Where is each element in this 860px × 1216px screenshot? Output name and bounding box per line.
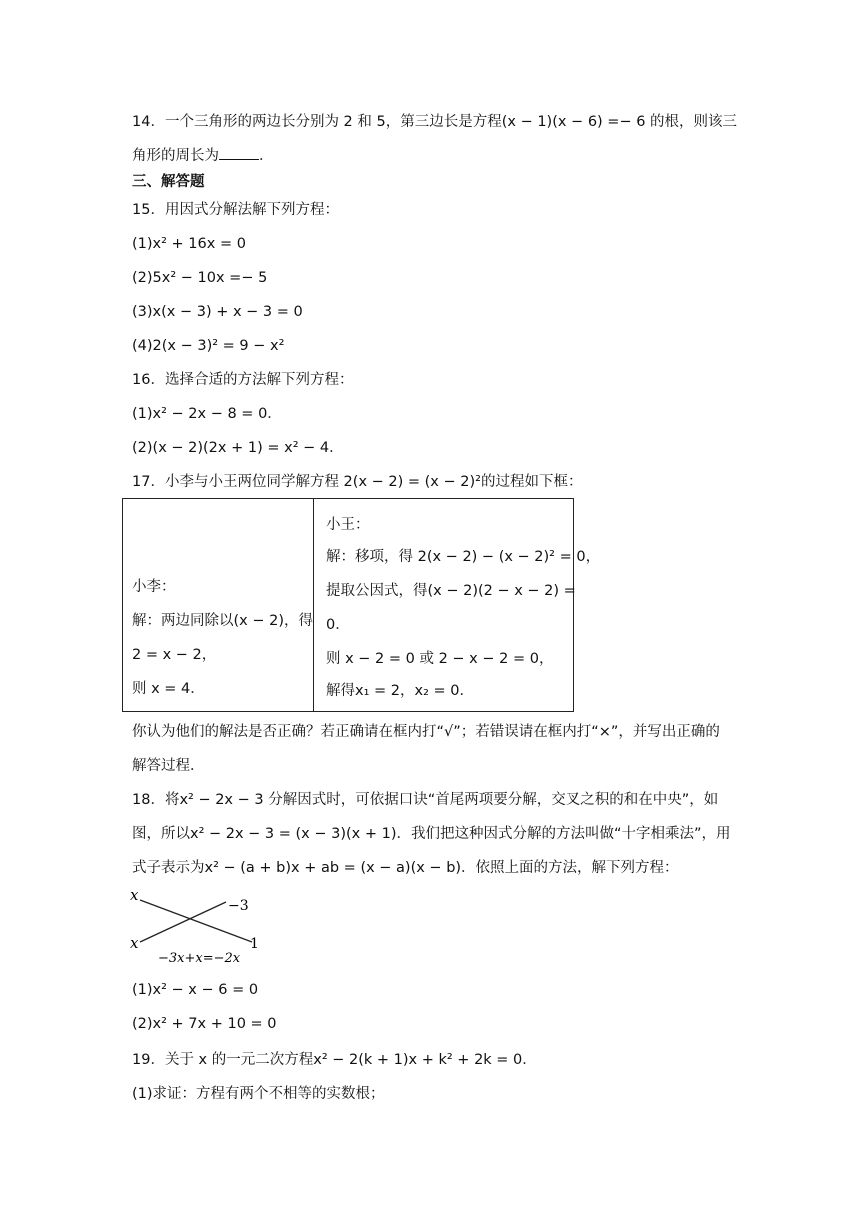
q16-item-1: (1)x² − 2x − 8 = 0． bbox=[132, 406, 282, 422]
q19-stem: 19．关于 x 的一元二次方程x² − 2(k + 1)x + k² + 2k = 0． bbox=[132, 1052, 537, 1068]
q16-item-2: (2)(x − 2)(2x + 1) = x² − 4． bbox=[132, 440, 344, 456]
table-divider bbox=[313, 499, 314, 711]
figure-label-bottom: −3x+x=−2x bbox=[158, 951, 241, 966]
cross-line-2 bbox=[140, 902, 226, 942]
q15-item-3: (3)x(x − 3) + x − 3 = 0 bbox=[132, 304, 303, 320]
q18-line2: 图，所以x² − 2x − 3 = (x − 3)(x + 1)．我们把这种因式分解的方法叫做“十字相乘法”，用 bbox=[132, 826, 731, 842]
q14-line2-suffix: ． bbox=[259, 148, 274, 164]
figure-label-top-left: x bbox=[130, 886, 139, 904]
q17-after-2: 解答过程． bbox=[132, 758, 205, 774]
figure-label-top-right: −3 bbox=[228, 898, 249, 914]
q15-stem: 15．用因式分解法解下列方程： bbox=[132, 202, 339, 218]
q14-line2 bbox=[132, 145, 274, 166]
wang-line3: 0． bbox=[326, 617, 350, 633]
wang-line5: 解得x₁ = 2，x₂ = 0． bbox=[326, 683, 474, 699]
q15-item-4: (4)2(x − 3)² = 9 − x² bbox=[132, 338, 285, 354]
q17-after-1: 你认为他们的解法是否正确？若正确请在框内打“√”；若错误请在框内打“×”，并写出正确的 bbox=[132, 724, 720, 740]
wang-line4: 则 x − 2 = 0 或 2 − x − 2 = 0， bbox=[326, 651, 554, 667]
cross-multiplication-figure bbox=[126, 884, 266, 966]
wang-line2: 提取公因式，得(x − 2)(2 − x − 2) = bbox=[326, 583, 576, 599]
q18-line3: 式子表示为x² − (a + b)x + ab = (x − a)(x − b)．依照上面的方法，解下列方程： bbox=[132, 860, 679, 876]
q16-stem: 16．选择合适的方法解下列方程： bbox=[132, 372, 354, 388]
q14-line1: 14．一个三角形的两边长分别为 2 和 5，第三边长是方程(x − 1)(x − 6) =− 6 的根，则该三 bbox=[132, 114, 738, 130]
answer-blank bbox=[219, 145, 259, 160]
q17-stem: 17．小李与小王两位同学解方程 2(x − 2) = (x − 2)²的过程如下框： bbox=[132, 474, 583, 490]
solution-comparison-table bbox=[122, 498, 601, 712]
figure-label-bottom-right: 1 bbox=[250, 936, 259, 952]
li-name: 小李： bbox=[132, 579, 176, 595]
q18-line1: 18．将x² − 2x − 3 分解因式时，可依据口诀“首尾两项要分解，交叉之积的和在中央”，如 bbox=[132, 792, 719, 808]
li-line1: 解：两边同除以(x − 2)，得 bbox=[132, 613, 313, 629]
q15-item-1: (1)x² + 16x = 0 bbox=[132, 236, 246, 252]
q18-item-1: (1)x² − x − 6 = 0 bbox=[132, 982, 259, 998]
li-line2: 2 = x − 2， bbox=[132, 647, 217, 663]
section-title: 三、解答题 bbox=[132, 174, 205, 190]
li-line3: 则 x = 4． bbox=[132, 681, 205, 697]
wang-name: 小王： bbox=[326, 517, 370, 533]
wang-line1: 解：移项，得 2(x − 2) − (x − 2)² = 0， bbox=[326, 549, 601, 565]
q14-line2-prefix: 角形的周长为 bbox=[132, 148, 219, 164]
q18-item-2: (2)x² + 7x + 10 = 0 bbox=[132, 1016, 277, 1032]
figure-label-bottom-left: x bbox=[130, 934, 139, 952]
q15-item-2: (2)5x² − 10x =− 5 bbox=[132, 270, 268, 286]
q19-item-1: (1)求证：方程有两个不相等的实数根； bbox=[132, 1086, 385, 1102]
